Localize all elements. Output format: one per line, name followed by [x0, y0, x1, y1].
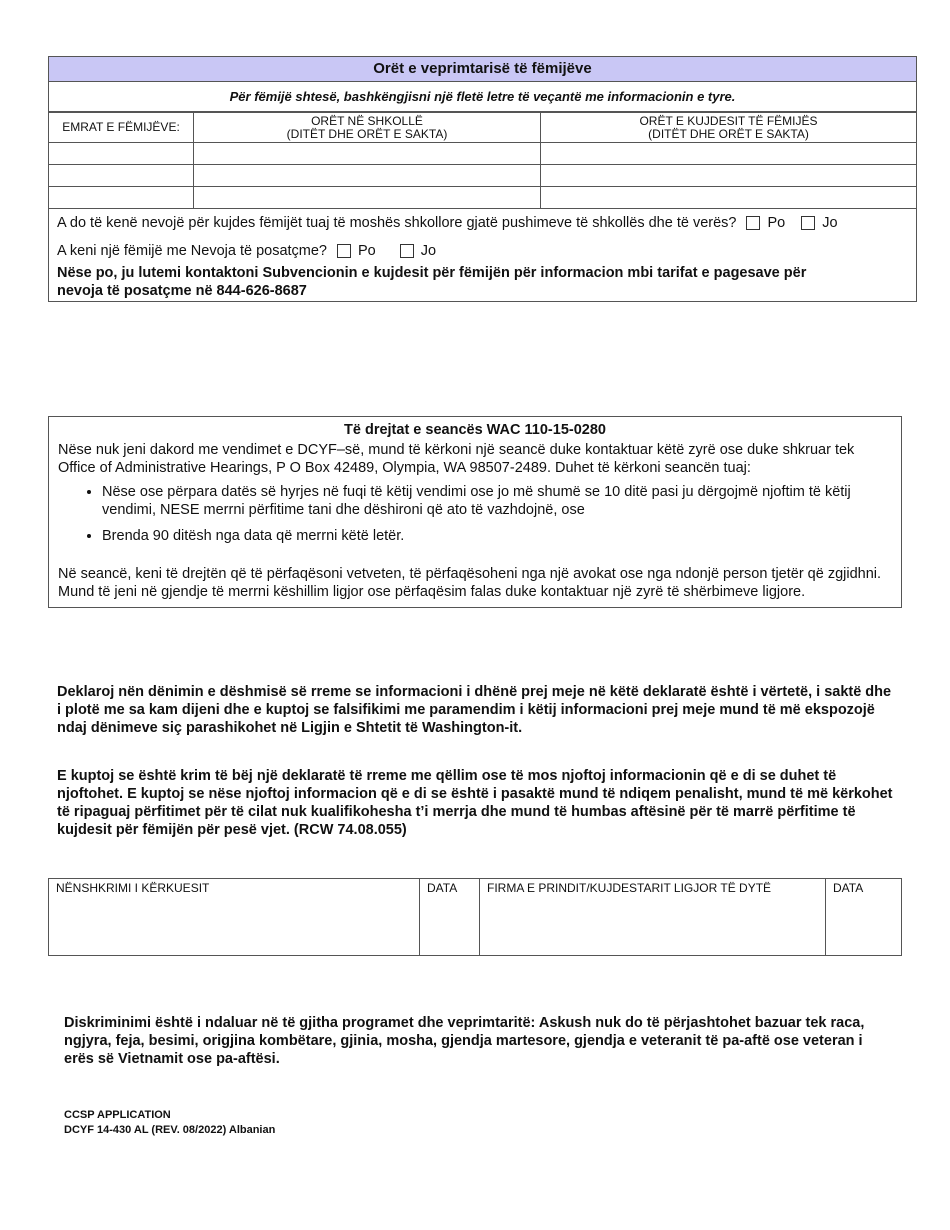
list-item: • Brenda 90 ditësh nga data që merrni këtë letër.	[102, 527, 892, 545]
second-parent-signature-field[interactable]: FIRMA E PRINDIT/KUJDESTARIT LIGJOR TË DYTË	[480, 879, 826, 955]
hearing-rights-section	[48, 416, 902, 608]
table-header-row	[49, 113, 916, 143]
activities-note: Për fëmijë shtesë, bashkëngjisni një fletë letre të veçantë me informacionin e tyre.	[49, 82, 916, 112]
school-break-question: A do të kenë nevojë për kujdes fëmijët tuaj të moshës shkollore gjatë pushimeve të shkollës dhe të verës? Po Jo	[57, 215, 838, 231]
children-hours-table	[49, 112, 916, 209]
special-needs-contact: Nëse po, ju lutemi kontaktoni Subvencionin e kujdesit për fëmijën për informacion mbi tarifat e pagesave për nevoja të posatçme në 844-626-8687	[57, 265, 807, 299]
special-needs-question: A keni një fëmijë me Nevoja të posatçme? Po Jo	[57, 242, 437, 259]
applicant-signature-field[interactable]: NËNSHKRIMI I KËRKUESIT	[49, 879, 420, 955]
non-discrimination-notice: Diskriminimi është i ndaluar në të gjitha programet dhe veprimtaritë: Askush nuk do të përjashtohet bazuar tek raca, ngjyra, feja, besimi, origjina kombëtare, gjinia, mosha, gjendja martesore, gjendja e veteranit të pa-aftë ose veteran i erës së Vietnamit ose pa-aftësi.	[64, 1015, 865, 1067]
fraud-declaration: E kuptoj se është krim të bëj një deklaratë të rreme me qëllim ose të mos njoftoj informacionin që e di se duhet të njoftohet. E kuptoj se nëse njoftoj informacion që e di se është i pasaktë mund të ndiqem penalisht, mund të më kërkohet të ripaguaj përfitimet për të cilat nuk kualifikohesha t’i merrja dhe mund të humbas aftësinë për të marrë përfitime të kujdesit për fëmijën për pesë vjet. (RCW 74.08.055)	[57, 768, 893, 838]
signature-block	[48, 878, 902, 956]
special-needs-no-checkbox[interactable]	[400, 244, 414, 258]
second-parent-date-field[interactable]: DATA	[833, 881, 864, 895]
children-activities-section	[48, 56, 917, 302]
header-school-hours: ORËT NË SHKOLLË (DITËT DHE ORËT E SAKTA)	[194, 113, 541, 143]
form-number: DCYF 14-430 AL (REV. 08/2022) Albanian	[64, 1124, 276, 1136]
special-needs-yes-checkbox[interactable]	[337, 244, 351, 258]
hearing-deadlines-list	[58, 483, 892, 545]
school-break-yes-checkbox[interactable]	[746, 216, 760, 230]
hearing-rights-intro: Nëse nuk jeni dakord me vendimet e DCYF–së, mund të kërkoni një seancë duke kontaktuar këtë zyrë ose duke shkruar tek Office of Administrative Hearings, P O Box 42489, Olympia, WA 98507-2489. Duhet të kërkoni seancën tuaj:	[58, 442, 855, 476]
table-row	[49, 143, 916, 165]
activities-title: Orët e veprimtarisë të fëmijëve	[49, 57, 916, 82]
header-care-hours: ORËT E KUJDESIT TË FËMIJËS (DITËT DHE ORËT E SAKTA)	[541, 113, 917, 143]
care-hours-cell[interactable]	[541, 143, 917, 165]
applicant-date-field[interactable]: DATA	[420, 879, 480, 955]
form-name: CCSP APPLICATION	[64, 1109, 171, 1121]
school-hours-cell[interactable]	[194, 165, 541, 187]
school-hours-cell[interactable]	[194, 143, 541, 165]
child-name-cell[interactable]	[49, 143, 194, 165]
header-children-names: EMRAT E FËMIJËVE:	[49, 113, 194, 143]
care-hours-cell[interactable]	[541, 165, 917, 187]
table-row	[49, 187, 916, 209]
hearing-rights-title: Të drejtat e seancës WAC 110-15-0280	[344, 422, 606, 438]
child-name-cell[interactable]	[49, 165, 194, 187]
hearing-rights-closing: Në seancë, keni të drejtën që të përfaqësoni vetveten, të përfaqësoheni nga një avokat ose nga ndonjë person tjetër që zgjidhni. Mund të jeni në gjendje të merrni këshillim ligjor ose përfaqësim falas duke kontaktuar një zyrë të shërbimeve ligjore.	[58, 566, 882, 600]
perjury-declaration: Deklaroj nën dënimin e dëshmisë së rreme se informacioni i dhënë prej meje në këtë deklaratë është i vërtetë, i saktë dhe i plotë me sa kam dijeni dhe e kuptoj se falsifikimi me paramendim i këtij informacioni prej meje mund të më ekspozojë ndaj dënimeve siç parashikohet në Ligjin e Shtetit të Washington-it.	[57, 684, 892, 736]
school-break-no-checkbox[interactable]	[801, 216, 815, 230]
school-hours-cell[interactable]	[194, 187, 541, 209]
care-hours-cell[interactable]	[541, 187, 917, 209]
list-item: • Nëse ose përpara datës së hyrjes në fuqi të këtij vendimi ose jo më shumë se 10 ditë pasi ju dërgojmë njoftim të këtij vendimi, NESE merrni përfitime tani dhe dëshironi që ato të vazhdojnë, ose	[102, 483, 892, 519]
table-row	[49, 165, 916, 187]
child-name-cell[interactable]	[49, 187, 194, 209]
